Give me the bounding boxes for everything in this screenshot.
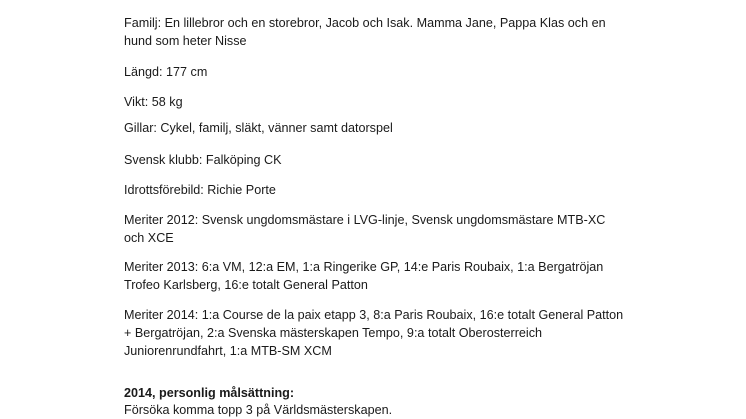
weight-paragraph: Vikt: 58 kg [124,95,183,109]
club-paragraph: Svensk klubb: Falköping CK [124,153,282,167]
merits-2012-paragraph: Meriter 2012: Svensk ungdomsmästare i LVG-linje, Svensk ungdomsmästare MTB-XC och XCE [124,213,606,245]
merits-2013-paragraph: Meriter 2013: 6:a VM, 12:a EM, 1:a Ringerike GP, 14:e Paris Roubaix, 1:a Bergatröjan Trofeo Karlsberg, 16:e totalt General Patton [124,260,604,292]
family-paragraph: Familj: En lillebror och en storebror, Jacob och Isak. Mamma Jane, Pappa Klas och en hund som heter Nisse [124,16,606,48]
goal-heading: 2014, personlig målsättning: [124,386,295,400]
merits-2014-paragraph: Meriter 2014: 1:a Course de la paix etapp 3, 8:a Paris Roubaix, 16:e totalt General Patton + Bergatröjan, 2:a Svenska mästerskapen Tempo, 9:a totalt Oberosterreich Juniorenrundfahrt, 1:a MTB-SM XCM [124,308,624,358]
idol-paragraph: Idrottsförebild: Richie Porte [124,183,276,197]
goal-text: Försöka komma topp 3 på Världsmästerskapen. [124,403,393,417]
height-paragraph: Längd: 177 cm [124,65,208,79]
likes-paragraph: Gillar: Cykel, familj, släkt, vänner samt datorspel [124,121,393,135]
